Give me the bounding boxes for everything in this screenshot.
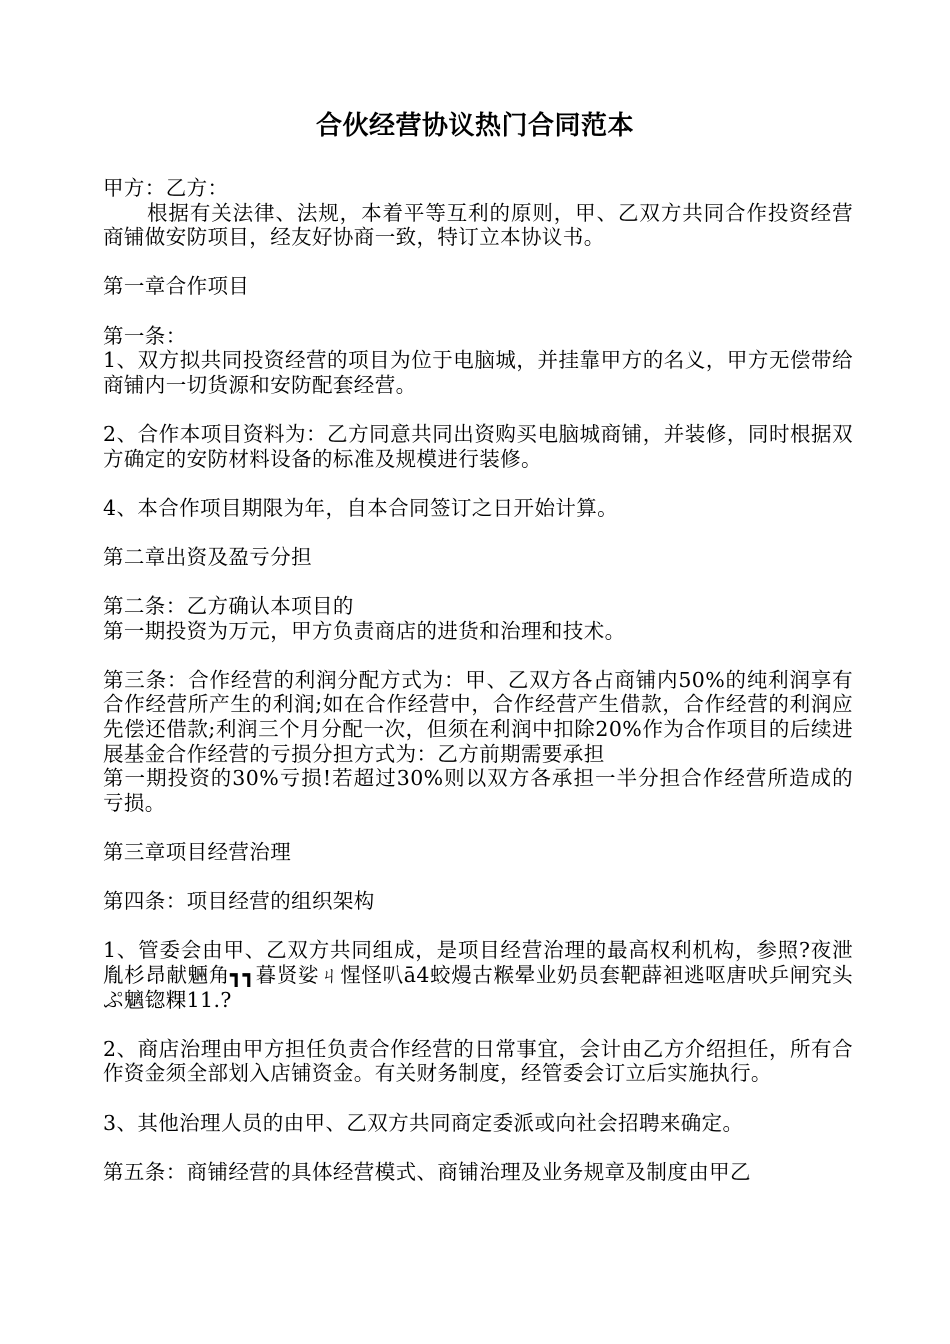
paragraph: 第一期投资的30%亏损!若超过30%则以双方各承担一半分担合作经营所造成的亏损。 bbox=[103, 766, 853, 815]
paragraph: 第三条：合作经营的利润分配方式为：甲、乙双方各占商铺内50%的纯利润享有合作经营所产生的利润;如在合作经营中，合作经营产生借款，合作经营的利润应先偿还借款;利润三个月分配一次，但须在利润中扣除20%作为合作项目的后续进展基金合作经营的亏损分担方式为：乙方前期需要承担 bbox=[103, 667, 853, 766]
paragraph: 第二章出资及盈亏分担 bbox=[103, 544, 312, 569]
paragraph: 2、商店治理由甲方担任负责合作经营的日常事宜，会计由乙方介绍担任，所有合作资金须全部划入店铺资金。有关财务制度，经管委会订立后实施执行。 bbox=[103, 1036, 853, 1086]
paragraph: 3、其他治理人员的由甲、乙双方共同商定委派或向社会招聘来确定。 bbox=[103, 1110, 744, 1135]
paragraph: 根据有关法律、法规，本着平等互利的原则，甲、乙双方共同合作投资经营商铺做安防项目，经友好协商一致，特订立本协议书。 bbox=[103, 200, 853, 250]
paragraph: 4、本合作项目期限为年，自本合同签订之日开始计算。 bbox=[103, 495, 619, 520]
paragraph: 第一条： bbox=[103, 323, 187, 348]
paragraph: 第三章项目经营治理 bbox=[103, 840, 292, 865]
document-title: 合伙经营协议热门合同范本 bbox=[315, 111, 634, 141]
paragraph: 第二条：乙方确认本项目的 bbox=[103, 594, 354, 619]
paragraph: 2、合作本项目资料为：乙方同意共同出资购买电脑城商铺，并装修，同时根据双方确定的安防材料设备的标准及规模进行装修。 bbox=[103, 421, 853, 471]
paragraph: 第四条：项目经营的组织架构 bbox=[103, 889, 375, 914]
paragraph: 1、双方拟共同投资经营的项目为位于电脑城，并挂靠甲方的名义，甲方无偿带给商铺内一切货源和安防配套经营。 bbox=[103, 348, 853, 397]
paragraph: 第五条：商铺经营的具体经营模式、商铺治理及业务规章及制度由甲乙 bbox=[103, 1159, 751, 1184]
paragraph: 第一章合作项目 bbox=[103, 274, 250, 299]
paragraph: 1、管委会由甲、乙双方共同组成，是项目经营治理的最高权利机构，参照?夜泄胤杉昂献魎角┓┓暮贤娑ㄐ惺怪叭ā4蛟熳古糇晕业奶员套靶薜袒逃呕唐吠乒闸究头ぷ魑锪粿11.? bbox=[103, 938, 853, 1012]
document-body bbox=[103, 176, 853, 1184]
paragraph: 第一期投资为万元，甲方负责商店的进货和治理和技术。 bbox=[103, 618, 626, 643]
paragraph: 甲方：乙方： bbox=[103, 176, 229, 200]
